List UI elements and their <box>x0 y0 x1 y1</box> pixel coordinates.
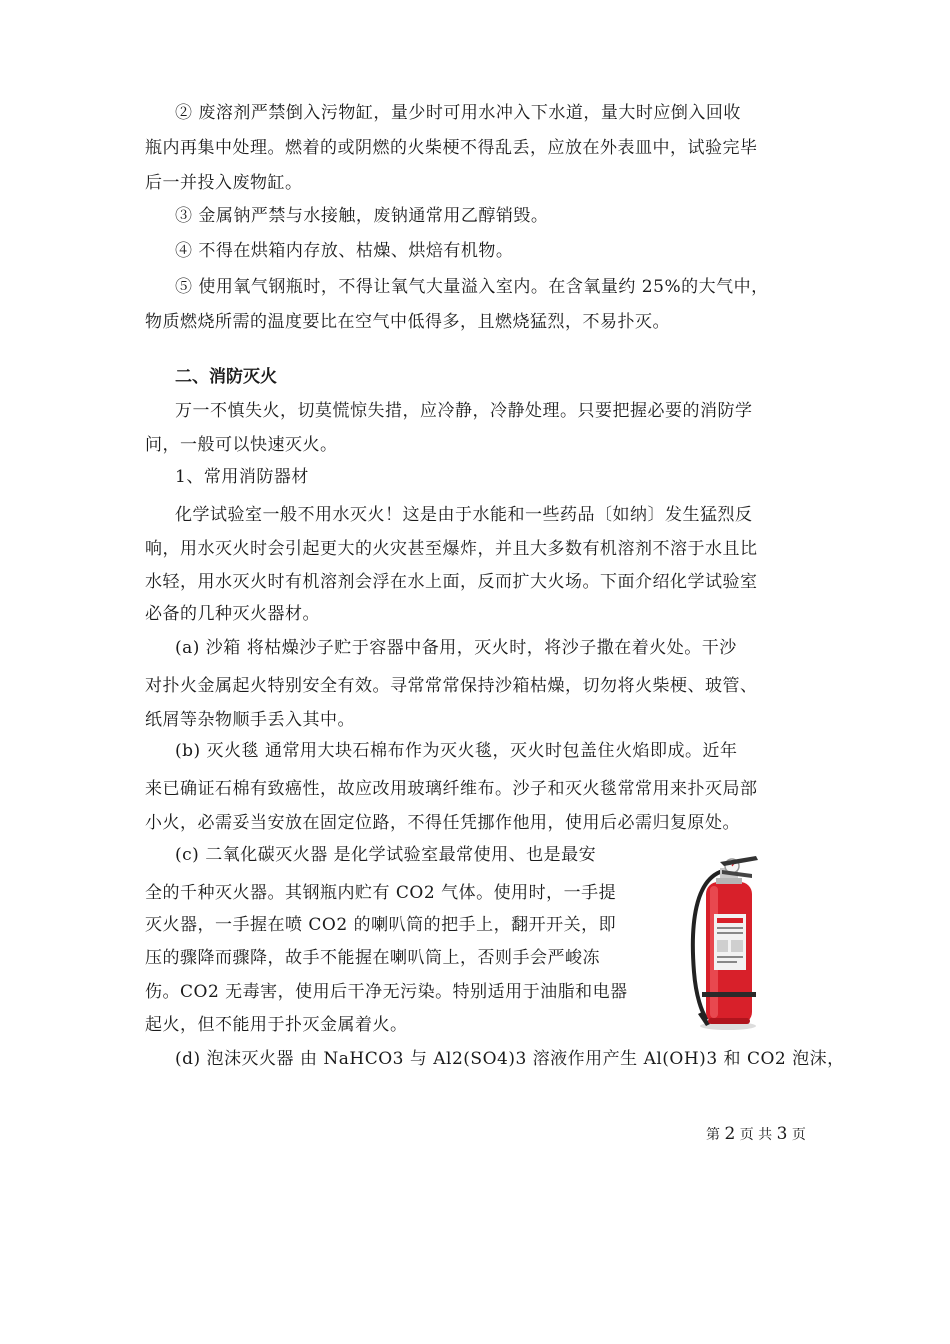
footer-prefix: 第 <box>706 1127 720 1143</box>
text-line: 起火，但不能用于扑灭金属着火。 <box>145 1015 408 1035</box>
subheading: 1、常用消防器材 <box>175 467 309 487</box>
text-line: (a) 沙箱 将枯燥沙子贮于容器中备用，灭火时，将沙子撒在着火处。干沙 <box>175 638 737 658</box>
section-heading: 二、消防灭火 <box>175 367 277 387</box>
footer-suffix: 页 <box>791 1127 806 1143</box>
text-line: 物质燃烧所需的温度要比在空气中低得多，且燃烧猛烈，不易扑灭。 <box>145 312 670 332</box>
current-page-number: 2 <box>724 1124 736 1144</box>
text-line: (c) 二氧化碳灭火器 是化学试验室最常使用、也是最安 <box>175 845 597 865</box>
text-line: 灭火器，一手握在喷 CO2 的喇叭筒的把手上，翻开开关，即 <box>145 915 617 935</box>
text-line: 后一并投入废物缸。 <box>145 173 303 193</box>
text-line: ② 废溶剂严禁倒入污物缸，量少时可用水冲入下水道，量大时应倒入回收 <box>175 103 741 123</box>
text-line: 伤。CO2 无毒害，使用后干净无污染。特别适用于油脂和电器 <box>145 982 628 1002</box>
page-footer <box>706 1124 806 1145</box>
text-line: 万一不慎失火，切莫慌惊失措，应冷静，冷静处理。只要把握必要的消防学 <box>175 401 753 421</box>
text-line: (b) 灭火毯 通常用大块石棉布作为灭火毯，灭火时包盖住火焰即成。近年 <box>175 741 738 761</box>
text-line: 响，用水灭火时会引起更大的火灾甚至爆炸，并且大多数有机溶剂不溶于水且比 <box>145 539 758 559</box>
total-pages-number: 3 <box>776 1124 788 1144</box>
text-line: 压的骤降而骤降，故手不能握在喇叭筒上，否则手会严峻冻 <box>145 948 600 968</box>
text-line: ③ 金属钠严禁与水接触，废钠通常用乙醇销毁。 <box>175 206 549 226</box>
text-line: 化学试验室一般不用水灭火！这是由于水能和一些药品〔如纳〕发生猛烈反 <box>175 505 753 525</box>
text-line: (d) 泡沫灭火器 由 NaHCO3 与 Al2(SO4)3 溶液作用产生 Al(OH)3 和 CO2 泡沫， <box>175 1049 845 1069</box>
text-line: 小火，必需妥当安放在固定位路，不得任凭挪作他用，使用后必需归复原处。 <box>145 813 740 833</box>
text-line: 对扑火金属起火特别安全有效。寻常常常保持沙箱枯燥，切勿将火柴梗、玻管、 <box>145 676 758 696</box>
text-line: 全的千种灭火器。其钢瓶内贮有 CO2 气体。使用时，一手提 <box>145 883 617 903</box>
text-line: 瓶内再集中处理。燃着的或阴燃的火柴梗不得乱丢，应放在外表皿中，试验完毕 <box>145 138 758 158</box>
text-line: 纸屑等杂物顺手丢入其中。 <box>145 710 355 730</box>
text-line: 必备的几种灭火器材。 <box>145 604 320 624</box>
text-line: 来已确证石棉有致癌性，故应改用玻璃纤维布。沙子和灭火毯常常用来扑灭局部 <box>145 779 758 799</box>
fire-extinguisher-icon <box>676 852 780 1032</box>
text-line: 问，一般可以快速灭火。 <box>145 435 338 455</box>
text-line: ⑤ 使用氧气钢瓶时，不得让氧气大量溢入室内。在含氧量约 25%的大气中， <box>175 277 769 297</box>
footer-mid: 页 共 <box>739 1127 773 1143</box>
text-line: 水轻，用水灭火时有机溶剂会浮在水上面，反而扩大火场。下面介绍化学试验室 <box>145 572 758 592</box>
text-line: ④ 不得在烘箱内存放、枯燥、烘焙有机物。 <box>175 241 514 261</box>
